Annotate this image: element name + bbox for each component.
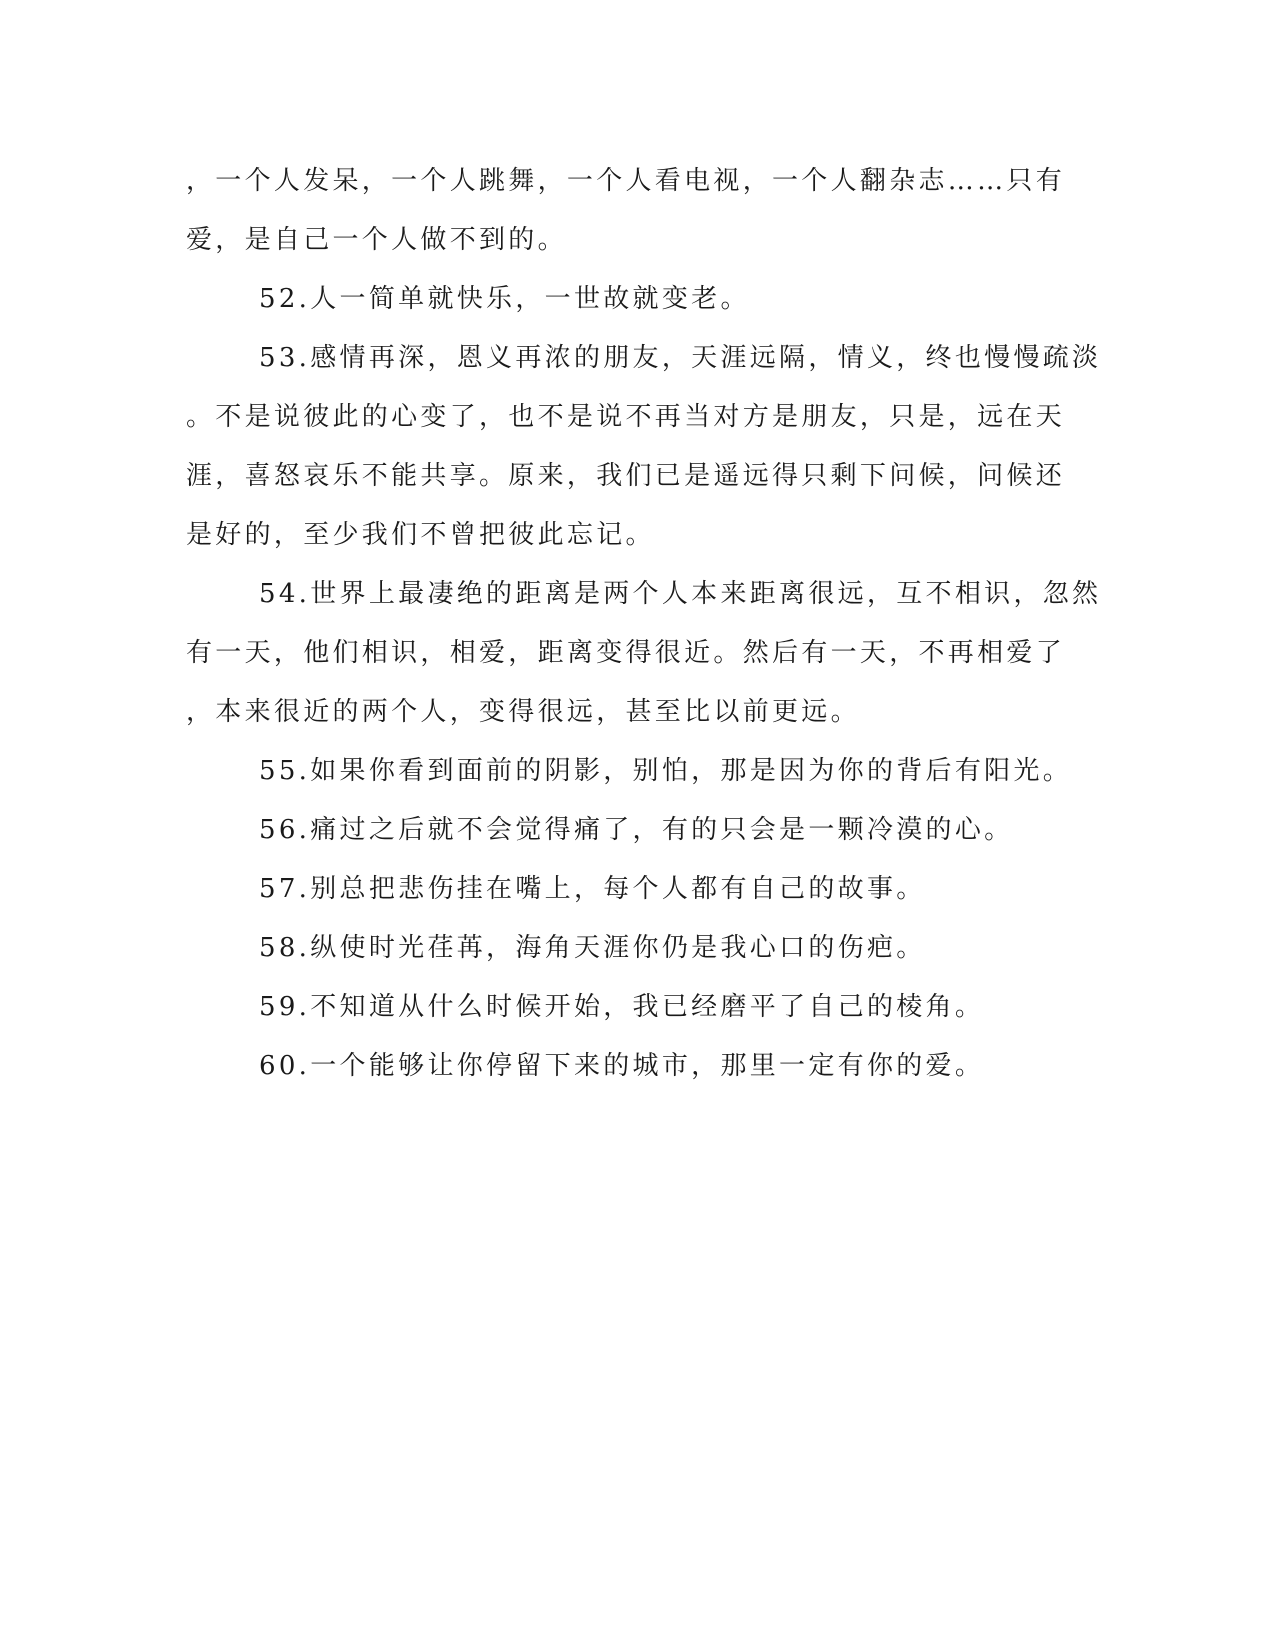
quote-58: 58.纵使时光荏苒，海角天涯你仍是我心口的伤疤。	[259, 933, 926, 963]
quote-54: 54.世界上最凄绝的距离是两个人本来距离很远，互不相识，忽然	[259, 579, 1102, 609]
quote-60: 60.一个能够让你停留下来的城市，那里一定有你的爱。	[259, 1051, 985, 1081]
quote-53: 53.感情再深，恩义再浓的朋友，天涯远隔，情义，终也慢慢疏淡	[259, 343, 1102, 373]
text-line: ，本来很近的两个人，变得很远，甚至比以前更远。	[186, 697, 860, 727]
text-line: 。不是说彼此的心变了，也不是说不再当对方是朋友，只是，远在天	[186, 402, 1066, 432]
text-line: 有一天，他们相识，相爱，距离变得很近。然后有一天，不再相爱了	[186, 638, 1066, 668]
quote-52: 52.人一简单就快乐，一世故就变老。	[259, 284, 750, 314]
quote-55: 55.如果你看到面前的阴影，别怕，那是因为你的背后有阳光。	[259, 756, 1073, 786]
quote-57: 57.别总把悲伤挂在嘴上，每个人都有自己的故事。	[259, 874, 926, 904]
text-line: 爱，是自己一个人做不到的。	[186, 225, 567, 255]
text-line: 是好的，至少我们不曾把彼此忘记。	[186, 520, 655, 550]
text-line: ，一个人发呆，一个人跳舞，一个人看电视，一个人翻杂志……只有	[186, 166, 1066, 196]
text-line: 涯，喜怒哀乐不能共享。原来，我们已是遥远得只剩下问候，问候还	[186, 461, 1066, 491]
quote-59: 59.不知道从什么时候开始，我已经磨平了自己的棱角。	[259, 992, 985, 1022]
quote-56: 56.痛过之后就不会觉得痛了，有的只会是一颗冷漠的心。	[259, 815, 1014, 845]
